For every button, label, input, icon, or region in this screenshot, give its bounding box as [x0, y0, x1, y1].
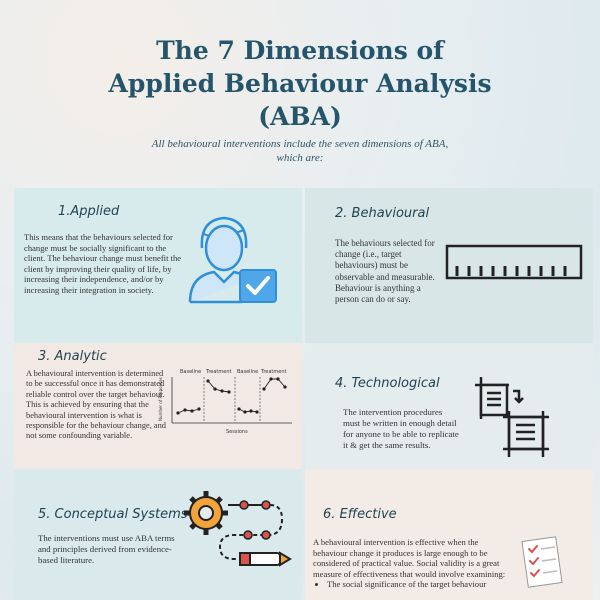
- ruler-icon: [445, 244, 583, 280]
- documents-copy-icon: [469, 373, 559, 463]
- checklist-icon: [517, 535, 565, 589]
- phase-label: Treatment: [206, 369, 232, 375]
- card-body: This means that the behaviours selected for change must be socially significant to the client. The behaviour change must benefit the client by improving their quality of life, by increasing their independence, and/or by increasing their integration in society.: [24, 232, 182, 295]
- page-title: The 7 Dimensions of Applied Behaviour Analysis (ABA): [108, 36, 492, 131]
- card-conceptual: [14, 469, 302, 600]
- card-applied: [14, 188, 302, 343]
- card-body: The intervention procedures must be written in enough detail for anyone to be able to replicate it & get the same results.: [343, 407, 459, 450]
- card-heading: 1.Applied: [58, 204, 120, 219]
- card-heading: 2. Behavioural: [335, 206, 430, 221]
- effective-list: [313, 579, 509, 590]
- list-item: • The social significance of the target behaviour: [327, 579, 509, 590]
- card-body: A behavioural intervention is effective when the behaviour change it produces is large enough to be considered of practical value. Social validity is a great measure of effectiveness that would involve examining: • The social significance of the target behaviour: [313, 537, 509, 590]
- card-body: The interventions must use ABA terms and principles derived from evidence-based literature.: [38, 533, 175, 565]
- card-analytic: [14, 343, 302, 469]
- user-check-icon: [182, 212, 280, 304]
- axis-label: Number of Responses: [158, 377, 163, 421]
- phase-label: Treatment: [261, 369, 287, 375]
- page-subtitle: All behavioural interventions include the seven dimensions of ABA, which are:: [151, 138, 449, 164]
- reversal-design-graph: [158, 365, 298, 435]
- gear-process-icon: [184, 487, 292, 582]
- axis-label: Sessions: [226, 429, 248, 435]
- card-heading: 6. Effective: [323, 507, 397, 522]
- card-body: The behaviours selected for change (i.e., target behaviours) must be observable and measurable. Behaviour is anything a person can do or say.: [335, 238, 435, 305]
- card-heading: 5. Conceptual Systems: [38, 507, 188, 522]
- card-body: A behavioural intervention is determined to be successful once it has demonstrated reliable control over the target behaviour. This is achieved by ensuring that the behavioural intervention is what is responsible for the behaviour change, and not some confounding variable.: [26, 369, 166, 441]
- phase-label: Baseline: [180, 369, 202, 375]
- phase-label: Baseline: [237, 369, 259, 375]
- card-technological: [305, 343, 593, 469]
- card-heading: 4. Technological: [335, 376, 440, 391]
- card-effective: [305, 469, 593, 600]
- card-heading: 3. Analytic: [38, 349, 107, 364]
- card-behavioural: [305, 188, 593, 343]
